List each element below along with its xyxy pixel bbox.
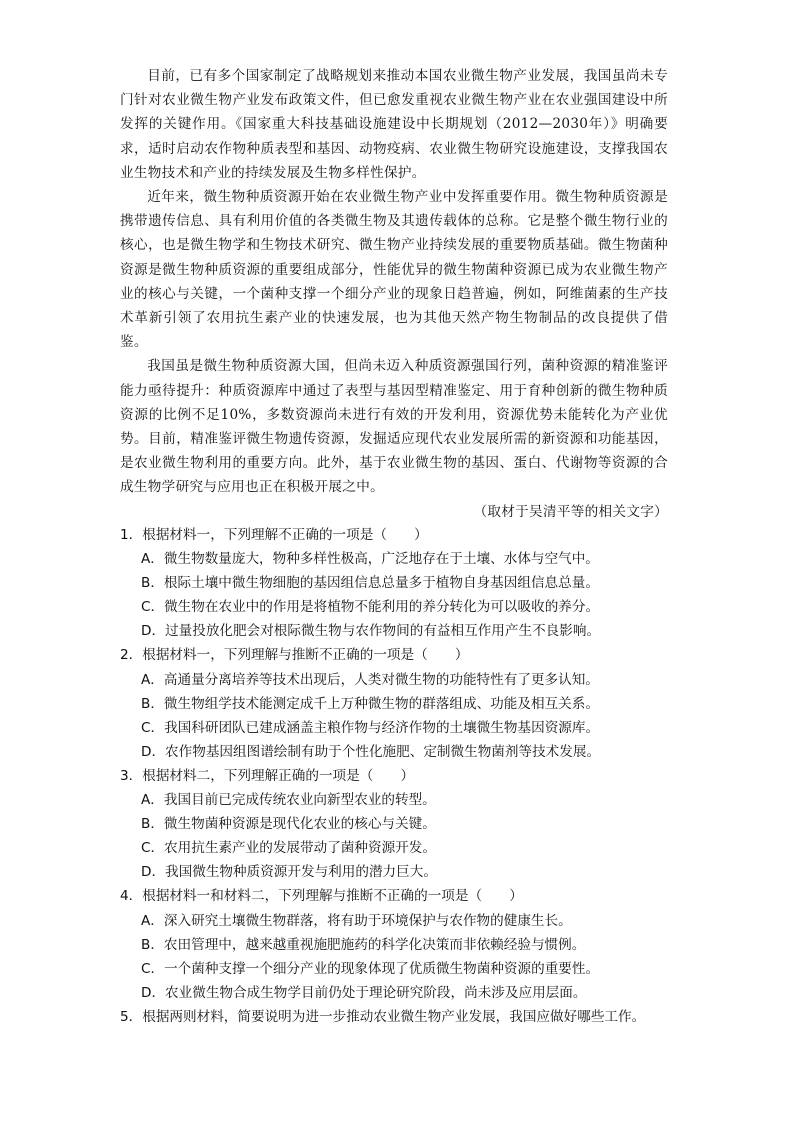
option-a: A．深入研究土壤微生物群落，将有助于环境保护与农作物的健康生长。 — [141, 912, 572, 929]
question-2 — [120, 643, 680, 763]
option-a: A．高通量分离培养等技术出现后，人类对微生物的功能特性有了更多认知。 — [141, 671, 599, 688]
option-b: B．农田管理中，越来越重视施肥施药的科学化决策而非依赖经验与惯例。 — [141, 936, 586, 953]
question-stem: 1．根据材料一，下列理解不正确的一项是（ ） — [120, 527, 428, 543]
option-c: C．微生物在农业中的作用是将植物不能利用的养分转化为可以吸收的养分。 — [141, 599, 600, 616]
question-stem: 4．根据材料一和材料二，下列理解与推断不正确的一项是（ ） — [120, 888, 523, 905]
question-stem: 5．根据两则材料，简要说明为进一步推动农业微生物产业发展，我国应做好哪些工作。 — [120, 1008, 646, 1025]
question-3 — [120, 764, 680, 884]
option-d: D．我国微生物种质资源开发与利用的潜力巨大。 — [141, 864, 437, 881]
option-d: D．过量投放化肥会对根际微生物与农作物间的有益相互作用产生不良影响。 — [141, 623, 601, 640]
option-c: C．我国科研团队已建成涵盖主粮作物与经济作物的土壤微生物基因资源库。 — [141, 719, 600, 736]
passage-source: （取材于吴清平等的相关文字） — [473, 503, 668, 520]
option-a: A．微生物数量庞大，物种多样性极高，广泛地存在于土壤、水体与空气中。 — [141, 551, 599, 568]
option-c: C．一个菌种支撑一个细分产业的现象体现了优质微生物菌种资源的重要性。 — [141, 960, 600, 977]
option-c: C．农用抗生素产业的发展带动了菌种资源开发。 — [141, 840, 436, 857]
question-1 — [120, 523, 680, 643]
option-a: A．我国目前已完成传统农业向新型农业的转型。 — [141, 792, 436, 809]
question-stem: 2．根据材料一，下列理解与推断不正确的一项是（ ） — [120, 647, 469, 664]
question-5 — [120, 1005, 680, 1029]
question-list — [120, 523, 680, 1029]
reading-passage — [120, 64, 668, 524]
option-d: D．农作物基因组图谱绘制有助于个性化施肥、定制微生物菌剂等技术发展。 — [141, 743, 601, 760]
passage-paragraph-1: 目前，已有多个国家制定了战略规划来推动本国农业微生物产业发展，我国虽尚未专门针对农业微生物产业发布政策文件，但已愈发重视农业微生物产业在农业强国建设中所发挥的关键作用。《国家重大科技基础设施建设中长期规划（2012—2030年）》明确要求，适时启动农作物种质表型和基因、动物疫病、农业微生物研究设施建设，支撑我国农业生物技术和产业的持续发展及生物多样性保护。 — [120, 68, 668, 181]
question-stem: 3．根据材料二，下列理解正确的一项是（ ） — [120, 767, 415, 784]
option-b: B．微生物组学技术能测定成千上万种微生物的群落组成、功能及相互关系。 — [141, 695, 599, 712]
passage-paragraph-3: 我国虽是微生物种质资源大国，但尚未迈入种质资源强国行列，菌种资源的精准鉴评能力亟待提升：种质资源库中通过了表型与基因型精准鉴定、用于育种创新的微生物种质资源的比例不足10%，多数资源尚未进行有效的开发利用，资源优势未能转化为产业优势。目前，精准鉴评微生物遗传资源，发掘适应现代农业发展所需的新资源和功能基因，是农业微生物利用的重要方向。此外，基于农业微生物的基因、蛋白、代谢物等资源的合成生物学研究与应用也正在积极开展之中。 — [120, 358, 668, 496]
passage-paragraph-2: 近年来，微生物种质资源开始在农业微生物产业中发挥重要作用。微生物种质资源是携带遗传信息、具有利用价值的各类微生物及其遗传载体的总称。它是整个微生物行业的核心，也是微生物学和生物技术研究、微生物产业持续发展的重要物质基础。微生物菌种资源是微生物种质资源的重要组成部分，性能优异的微生物菌种资源已成为农业微生物产业的核心与关键，一个菌种支撑一个细分产业的现象日趋普遍，例如，阿维菌素的生产技术革新引领了农用抗生素产业的快速发展，也为其他天然产物生物制品的改良提供了借鉴。 — [120, 189, 668, 351]
option-b: B．根际土壤中微生物细胞的基因组信息总量多于植物自身基因组信息总量。 — [141, 575, 599, 592]
option-b: B．微生物菌种资源是现代化农业的核心与关键。 — [141, 816, 436, 833]
option-d: D．农业微生物合成生物学目前仍处于理论研究阶段，尚未涉及应用层面。 — [141, 984, 587, 1001]
question-4 — [120, 884, 680, 1004]
